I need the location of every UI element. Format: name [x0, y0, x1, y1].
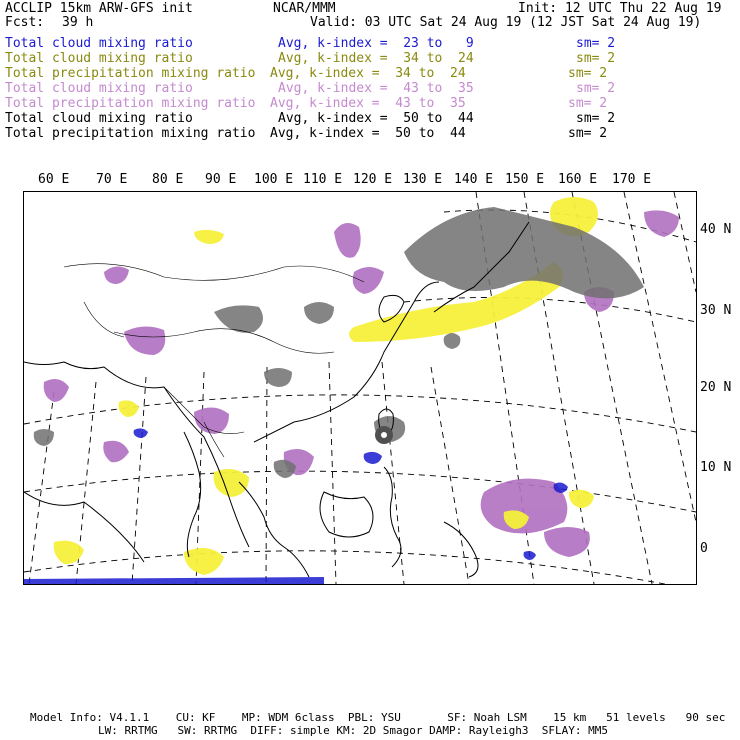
- lon-label: 90 E: [205, 172, 237, 187]
- legend-row-avg: Avg, k-index = 50 to 44: [270, 126, 466, 141]
- lat-label: 0: [700, 541, 708, 556]
- legend-row-name: Total cloud mixing ratio: [5, 36, 193, 51]
- legend-row-name: Total cloud mixing ratio: [5, 81, 193, 96]
- legend-row-sm: sm= 2: [576, 81, 616, 96]
- lon-label: 120 E: [353, 172, 393, 187]
- valid-time: Valid: 03 UTC Sat 24 Aug 19 (12 JST Sat 24 Aug 19): [310, 15, 702, 30]
- model-title: ACCLIP 15km ARW-GFS init: [5, 1, 193, 16]
- legend-row-name: Total cloud mixing ratio: [5, 111, 193, 126]
- legend-row-sm: sm= 2: [576, 36, 616, 51]
- legend-row-name: Total cloud mixing ratio: [5, 51, 193, 66]
- lon-label: 110 E: [303, 172, 343, 187]
- legend-row-sm: sm= 2: [576, 51, 616, 66]
- model-info-line1: Model Info: V4.1.1 CU: KF MP: WDM 6class PBL: YSU SF: Noah LSM 15 km 51 levels 90 sec: [30, 711, 726, 724]
- legend-row-avg: Avg, k-index = 43 to 35: [270, 96, 466, 111]
- map-canvas: [24, 192, 696, 584]
- lat-label: 40 N: [700, 222, 732, 237]
- forecast-label: Fcst:: [5, 15, 45, 30]
- typhoon-center: [375, 426, 393, 444]
- legend-row-sm: sm= 2: [568, 126, 608, 141]
- legend-row-name: Total precipitation mixing ratio: [5, 66, 256, 81]
- init-time: Init: 12 UTC Thu 22 Aug 19: [518, 1, 722, 16]
- legend-row-avg: Avg, k-index = 34 to 24: [270, 66, 466, 81]
- lon-label: 160 E: [558, 172, 598, 187]
- lon-label: 150 E: [505, 172, 545, 187]
- legend-row-sm: sm= 2: [568, 96, 608, 111]
- legend-row-name: Total precipitation mixing ratio: [5, 96, 256, 111]
- lon-label: 100 E: [254, 172, 294, 187]
- lat-label: 20 N: [700, 380, 732, 395]
- legend-row-sm: sm= 2: [576, 111, 616, 126]
- lon-label: 70 E: [96, 172, 128, 187]
- legend-row-sm: sm= 2: [568, 66, 608, 81]
- lon-label: 60 E: [38, 172, 70, 187]
- lon-label: 130 E: [403, 172, 443, 187]
- legend-row-avg: Avg, k-index = 50 to 44: [278, 111, 474, 126]
- legend-row-avg: Avg, k-index = 34 to 24: [278, 51, 474, 66]
- lat-label: 10 N: [700, 460, 732, 475]
- forecast-map: [23, 191, 697, 585]
- legend-row-avg: Avg, k-index = 43 to 35: [278, 81, 474, 96]
- model-info-line2: LW: RRTMG SW: RRTMG DIFF: simple KM: 2D Smagor DAMP: Rayleigh3 SFLAY: MM5: [98, 724, 608, 737]
- lon-label: 170 E: [612, 172, 652, 187]
- legend-row-name: Total precipitation mixing ratio: [5, 126, 256, 141]
- org-label: NCAR/MMM: [273, 1, 336, 16]
- lon-label: 80 E: [152, 172, 184, 187]
- legend-row-avg: Avg, k-index = 23 to 9: [278, 36, 474, 51]
- lat-label: 30 N: [700, 303, 732, 318]
- lon-label: 140 E: [454, 172, 494, 187]
- forecast-hours: 39 h: [62, 15, 94, 30]
